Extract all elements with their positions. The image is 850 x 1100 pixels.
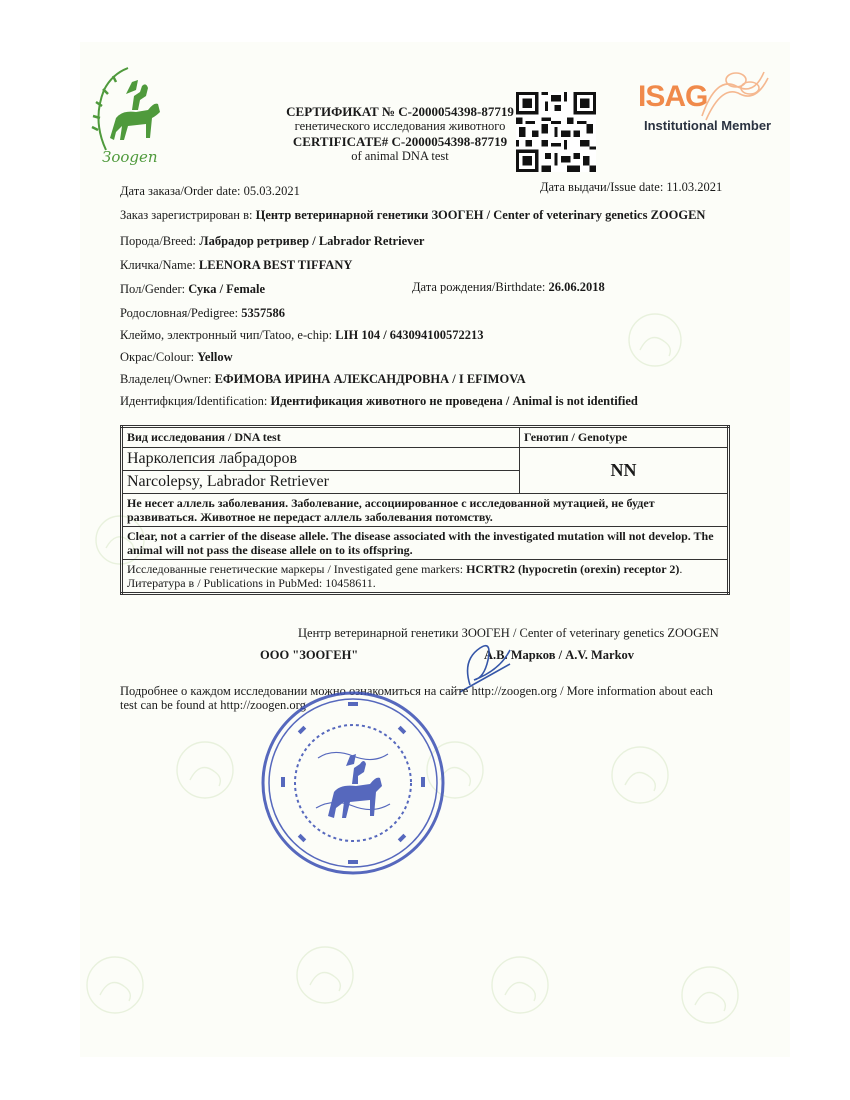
test-name-ru: Нарколепсия лабрадоров [122, 448, 520, 471]
chip-label: Клеймо, электронный чип/Tatoo, e-chip: [120, 328, 336, 342]
logo-script-text: Зоogen [102, 148, 158, 166]
birthdate-label: Дата рождения/Birthdate: [412, 280, 549, 294]
markers-end: . [679, 562, 683, 576]
result-en-row [122, 527, 729, 560]
genotype-value: NN [520, 448, 729, 494]
publications: Литература в / Publications in PubMed: 10458611. [127, 576, 376, 590]
markers-row [122, 560, 729, 594]
test-row-ru [122, 448, 729, 471]
pedigree-label: Родословная/Pedigree: [120, 306, 242, 320]
dna-test-table [120, 425, 730, 595]
registered-label: Заказ зарегистрирован в: [120, 208, 256, 222]
chip-value: LIH 104 / 643094100572213 [335, 328, 484, 342]
qr-code-icon [516, 92, 596, 172]
registered-row [120, 208, 705, 223]
certificate-subtitle-en: of animal DNA test [351, 149, 449, 163]
breed-value: Лабрадор ретривер / Labrador Retriever [199, 234, 425, 248]
result-ru-row [122, 494, 729, 527]
name-label: Кличка/Name: [120, 258, 199, 272]
result-ru: Не несет аллель заболевания. Заболевание, ассоциированное с исследованной мутацией, не будет развиваться. Животное не передаст аллель заболевания потомству. [122, 494, 729, 527]
breed-label: Порода/Breed: [120, 234, 200, 248]
company-stamp [258, 688, 448, 878]
isag-brand-text: ISAG [638, 80, 708, 113]
markers-cell [122, 560, 729, 594]
gender-row [120, 282, 265, 297]
colour-value: Yellow [197, 350, 233, 364]
markers-value: HCRTR2 (hypocretin (orexin) receptor 2) [466, 562, 680, 576]
col-genotype-header: Генотип / Genotype [520, 427, 729, 448]
owner-value: ЕФИМОВА ИРИНА АЛЕКСАНДРОВНА / I EFIMOVA [214, 372, 526, 386]
owner-row [120, 372, 526, 387]
company-name: ООО "ЗООГЕН" [260, 648, 359, 662]
table-header-row [122, 427, 729, 448]
test-name-en: Narcolepsy, Labrador Retriever [122, 471, 520, 494]
certificate-title-ru: СЕРТИФИКАТ № С-2000054398-87719 [286, 104, 514, 119]
identification-row [120, 394, 638, 409]
registered-value: Центр ветеринарной генетики ЗООГЕН / Center of veterinary genetics ZOOGEN [255, 208, 706, 222]
breed-row [120, 234, 424, 249]
gender-value: Сука / Female [188, 282, 266, 296]
colour-label: Окрас/Colour: [120, 350, 198, 364]
name-row [120, 258, 352, 273]
pedigree-value: 5357586 [241, 306, 285, 320]
name-value: LEENORA BEST TIFFANY [198, 258, 353, 272]
chip-row [120, 328, 484, 343]
gender-label: Пол/Gender: [120, 282, 189, 296]
issue-date: Дата выдачи/Issue date: 11.03.2021 [540, 180, 723, 194]
certificate-title-block [280, 104, 520, 164]
birthdate-row [412, 280, 605, 295]
isag-member-label: Institutional Member [644, 118, 772, 133]
birthdate-value: 26.06.2018 [548, 280, 605, 294]
zoogen-logo [88, 60, 168, 170]
owner-label: Владелец/Owner: [120, 372, 215, 386]
col-test-header: Вид исследования / DNA test [122, 427, 520, 448]
result-en: Clear, not a carrier of the disease allele. The disease associated with the investigated mutation will not develop. The animal will not pass the disease allele on to its offspring. [122, 527, 729, 560]
order-date: Дата заказа/Order date: 05.03.2021 [120, 184, 300, 198]
markers-label: Исследованные генетические маркеры / Investigated gene markers: [127, 562, 467, 576]
more-info-text: Подробнее о каждом исследовании можно ознакомиться на сайте http://zoogen.org / More information about each test can be found at http://zoogen.org [120, 684, 713, 712]
certificate-subtitle-ru: генетического исследования животного [294, 119, 506, 133]
certificate-title-en: CERTIFICATE# С-2000054398-87719 [292, 134, 508, 149]
colour-row [120, 350, 233, 365]
signer-name: А.В. Марков / A.V. Markov [484, 648, 635, 662]
identification-label: Идентифкция/Identification: [120, 394, 271, 408]
identification-value: Идентификация животного не проведена / Animal is not identified [270, 394, 638, 408]
isag-member-logo [636, 66, 776, 140]
qr-code [516, 92, 596, 172]
pedigree-row [120, 306, 285, 321]
footer-center-line: Центр ветеринарной генетики ЗООГЕН / Center of veterinary genetics ZOOGEN [298, 626, 719, 640]
